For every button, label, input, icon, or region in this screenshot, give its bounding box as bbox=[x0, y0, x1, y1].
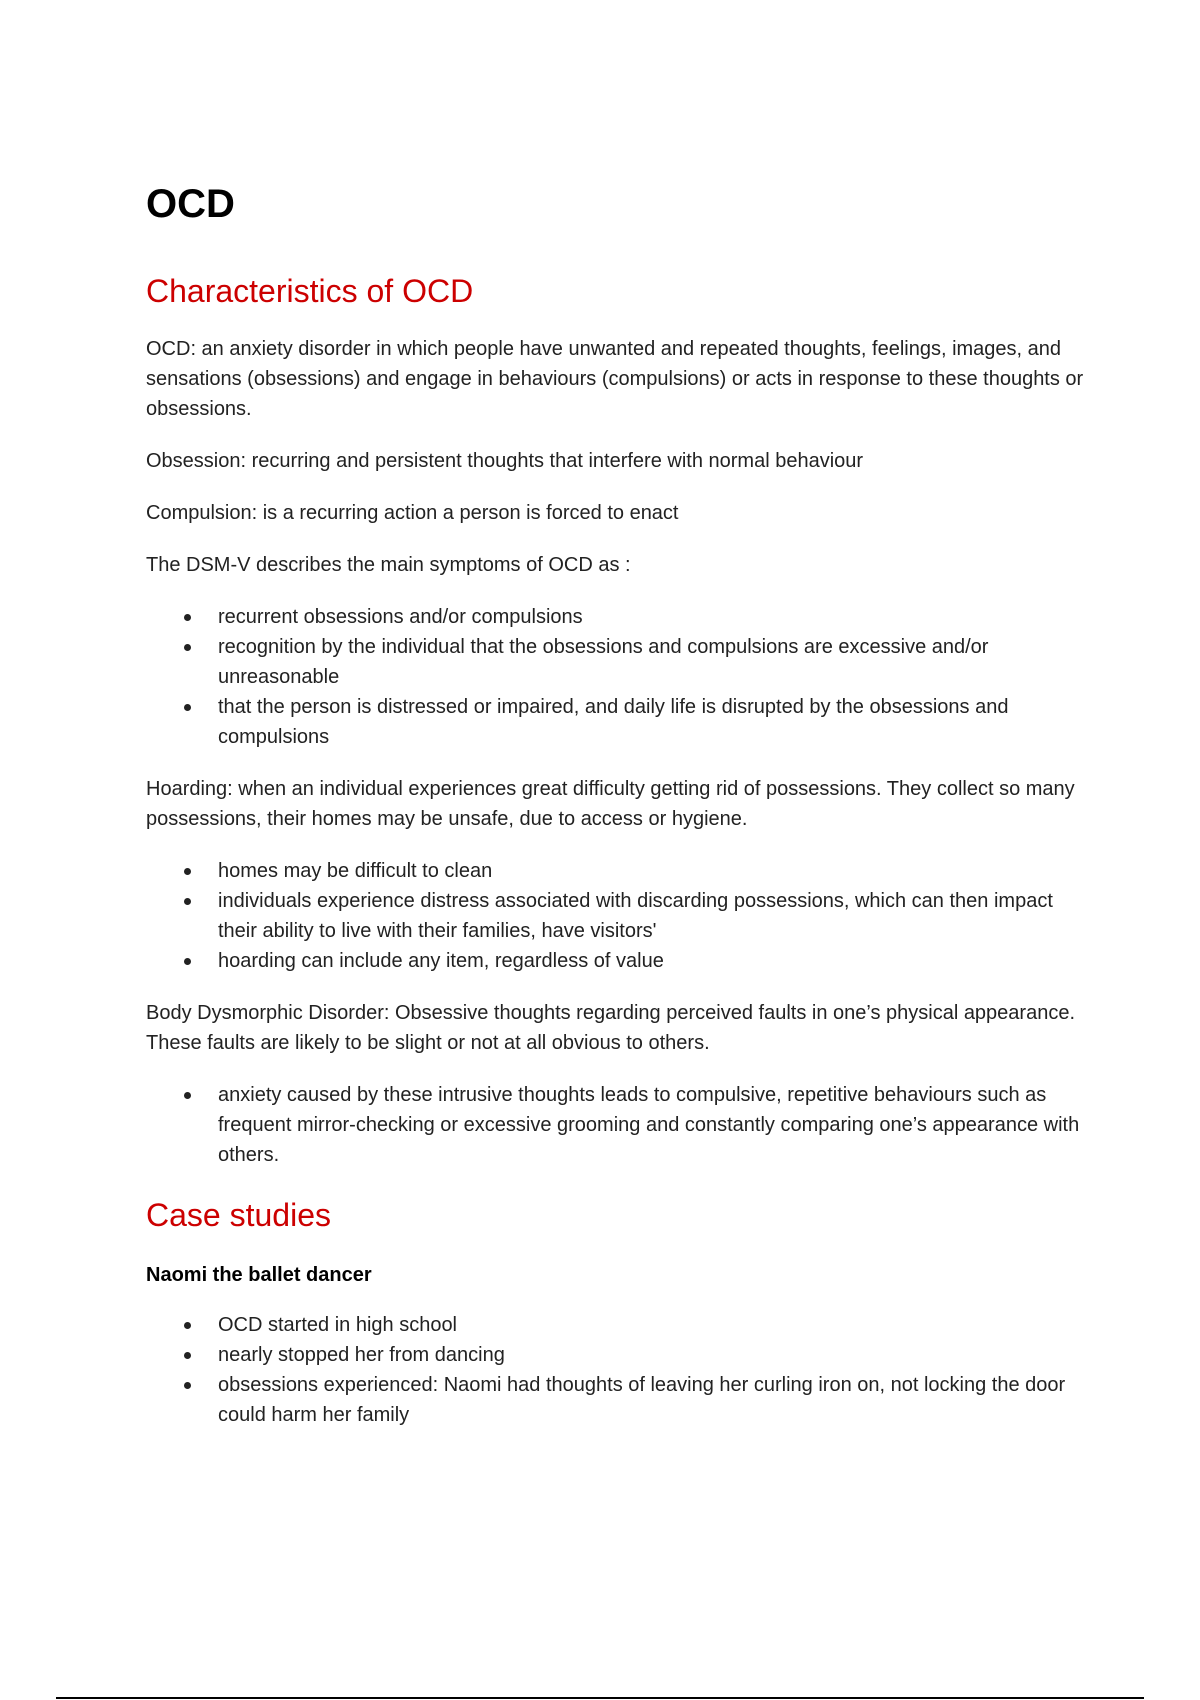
dsm-intro: The DSM-V describes the main symptoms of OCD as : bbox=[146, 554, 631, 576]
compulsion-definition: Compulsion: is a recurring action a person is forced to enact bbox=[146, 502, 679, 524]
bdd-list bbox=[146, 1080, 1096, 1170]
hoarding-definition: Hoarding: when an individual experiences great difficulty getting rid of possessions. They collect so many possessions, their homes may be unsafe, due to access or hygiene. bbox=[146, 778, 1075, 830]
list-item bbox=[146, 856, 1096, 886]
list-item-text: anxiety caused by these intrusive thoughts leads to compulsive, repetitive behaviours such as frequent mirror-checking or excessive grooming and constantly comparing one’s appearance with others. bbox=[218, 1084, 1080, 1166]
hoarding-list bbox=[146, 856, 1096, 976]
list-item bbox=[146, 692, 1096, 752]
bullet-icon bbox=[184, 1322, 191, 1329]
list-item-text: hoarding can include any item, regardless of value bbox=[218, 950, 664, 972]
list-item bbox=[146, 1370, 1096, 1430]
dsm-symptom-list bbox=[146, 602, 1096, 752]
list-item bbox=[146, 886, 1096, 946]
list-item bbox=[146, 1310, 1096, 1340]
list-item-text: individuals experience distress associated with discarding possessions, which can then impact their ability to live with their families, have visitors' bbox=[218, 890, 1053, 942]
document-content bbox=[146, 180, 1096, 1452]
list-item bbox=[146, 946, 1096, 976]
list-item bbox=[146, 1340, 1096, 1370]
list-item bbox=[146, 602, 1096, 632]
bullet-icon bbox=[184, 644, 191, 651]
list-item-text: OCD started in high school bbox=[218, 1314, 458, 1336]
list-item-text: that the person is distressed or impaired, and daily life is disrupted by the obsessions and compulsions bbox=[218, 696, 1009, 748]
list-item-text: obsessions experienced: Naomi had thoughts of leaving her curling iron on, not locking the door could harm her family bbox=[218, 1374, 1066, 1426]
section-heading-characteristics: Characteristics of OCD bbox=[146, 273, 474, 309]
section-heading-case-studies: Case studies bbox=[146, 1197, 331, 1233]
list-item-text: homes may be difficult to clean bbox=[218, 860, 493, 882]
bullet-icon bbox=[184, 898, 191, 905]
list-item-text: recognition by the individual that the obsessions and compulsions are excessive and/or unreasonable bbox=[218, 636, 989, 688]
obsession-definition: Obsession: recurring and persistent thoughts that interfere with normal behaviour bbox=[146, 450, 864, 472]
list-item bbox=[146, 632, 1096, 692]
bdd-definition: Body Dysmorphic Disorder: Obsessive thoughts regarding perceived faults in one’s physical appearance. These faults are likely to be slight or not at all obvious to others. bbox=[146, 1002, 1076, 1054]
list-item-text: recurrent obsessions and/or compulsions bbox=[218, 606, 583, 628]
bullet-icon bbox=[184, 1092, 191, 1099]
list-item bbox=[146, 1080, 1096, 1170]
case-study-list bbox=[146, 1310, 1096, 1430]
ocd-definition: OCD: an anxiety disorder in which people have unwanted and repeated thoughts, feelings, images, and sensations (obsessions) and engage in behaviours (compulsions) or acts in response to these thoughts or obsessions. bbox=[146, 338, 1084, 420]
page-bottom-rule bbox=[56, 1697, 1144, 1699]
list-item-text: nearly stopped her from dancing bbox=[218, 1344, 505, 1366]
bullet-icon bbox=[184, 704, 191, 711]
bullet-icon bbox=[184, 958, 191, 965]
bullet-icon bbox=[184, 868, 191, 875]
document-title: OCD bbox=[146, 182, 235, 226]
case-study-title: Naomi the ballet dancer bbox=[146, 1264, 372, 1286]
bullet-icon bbox=[184, 1352, 191, 1359]
bullet-icon bbox=[184, 614, 191, 621]
bullet-icon bbox=[184, 1382, 191, 1389]
